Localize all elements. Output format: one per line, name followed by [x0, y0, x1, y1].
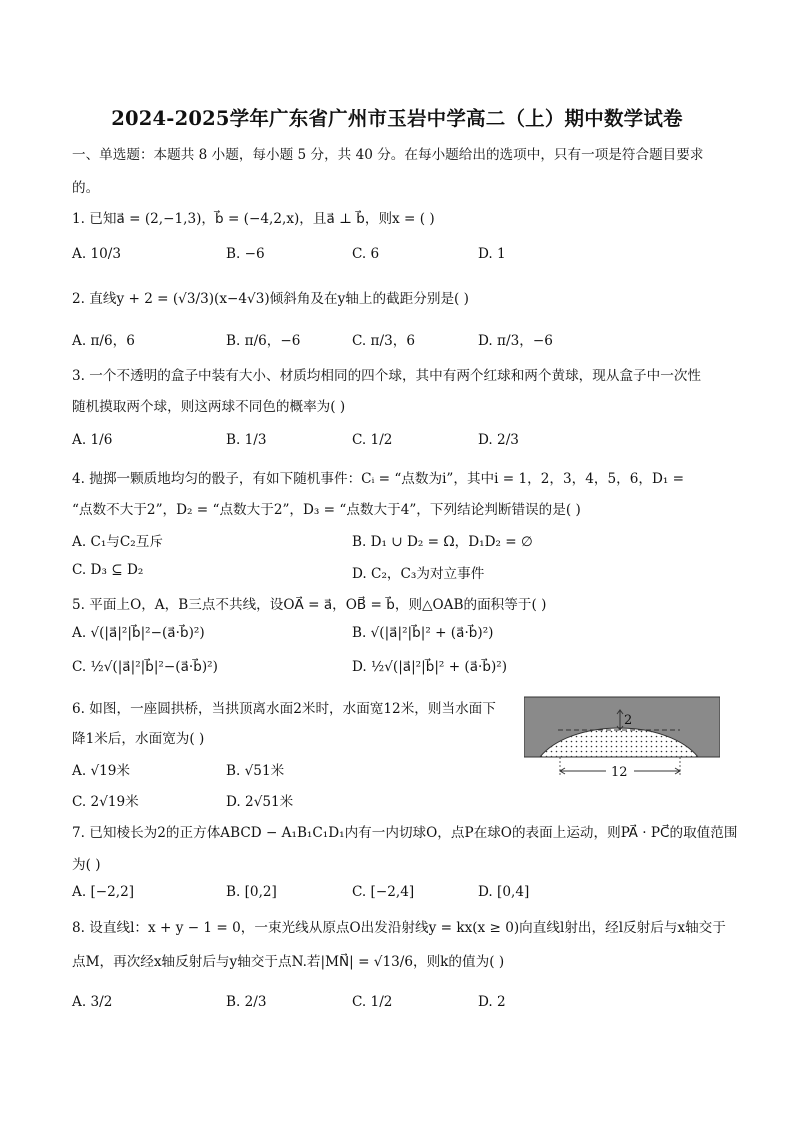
q2-option-d: D. π/3，−6 — [478, 333, 553, 349]
q5-stem: 5. 平面上O，A，B三点不共线，设OA⃗ = a⃗，OB⃗ = b⃗，则△OAB的面积等于( ) — [72, 597, 547, 613]
q3-stem: 3. 一个不透明的盒子中装有大小、材质均相同的四个球，其中有两个红球和两个黄球，现从盒子中一次性 — [72, 368, 702, 384]
q5-option-d: D. ½√(|a⃗|²|b⃗|² + (a⃗·b⃗)²) — [352, 659, 508, 675]
q2-stem: 2. 直线y + 2 = (√3/3)(x−4√3)倾斜角及在y轴上的截距分别是( ) — [72, 291, 469, 307]
arch-bridge-figure — [524, 694, 720, 782]
q8-option-d: D. 2 — [478, 994, 506, 1010]
q7-option-b: B. [0,2] — [226, 884, 277, 900]
q5-option-a: A. √(|a⃗|²|b⃗|²−(a⃗·b⃗)²) — [72, 625, 205, 641]
q3-option-a: A. 1/6 — [72, 432, 113, 448]
q8-stem-cont: 点M，再次经x轴反射后与y轴交于点N.若|MN⃗| = √13/6，则k的值为( ) — [72, 954, 505, 970]
q7-stem-cont: 为( ) — [72, 857, 101, 873]
q4-option-c: C. D₃ ⊆ D₂ — [72, 562, 144, 578]
section-heading: 一、单选题：本题共 8 小题，每小题 5 分，共 40 分。在每小题给出的选项中，只有一项是符合题目要求 — [72, 147, 704, 163]
width-label: 12 — [611, 765, 628, 780]
q6-option-b: B. √51米 — [226, 763, 285, 779]
q3-option-b: B. 1/3 — [226, 432, 267, 448]
q6-stem: 6. 如图，一座圆拱桥，当拱顶离水面2米时，水面宽12米，则当水面下 — [72, 701, 496, 717]
height-label: 2 — [624, 713, 633, 728]
q4-stem-cont: “点数不大于2”，D₂ = “点数大于2”，D₃ = “点数大于4”，下列结论判断错误的是( ) — [72, 502, 581, 518]
q5-option-b: B. √(|a⃗|²|b⃗|² + (a⃗·b⃗)²) — [352, 625, 494, 641]
q4-option-b: B. D₁ ∪ D₂ = Ω，D₁D₂ = ∅ — [352, 534, 533, 550]
q3-stem-cont: 随机摸取两个球，则这两球不同色的概率为( ) — [72, 399, 346, 415]
q5-option-c: C. ½√(|a⃗|²|b⃗|²−(a⃗·b⃗)²) — [72, 659, 218, 675]
q4-option-d: D. C₂，C₃为对立事件 — [352, 566, 485, 582]
q6-stem-cont: 降1米后，水面宽为( ) — [72, 731, 205, 747]
q8-option-b: B. 2/3 — [226, 994, 267, 1010]
q2-option-b: B. π/6，−6 — [226, 333, 301, 349]
section-heading-cont: 的。 — [72, 180, 100, 196]
q1-option-a: A. 10/3 — [72, 246, 121, 262]
q7-stem: 7. 已知棱长为2的正方体ABCD − A₁B₁C₁D₁内有一内切球O，点P在球O的表面上运动，则PA⃗ · PC⃗的取值范围 — [72, 825, 738, 841]
q4-stem: 4. 抛掷一颗质地均匀的骰子，有如下随机事件：Cᵢ = “点数为i”，其中i = 1，2，3，4，5，6，D₁ = — [72, 471, 685, 487]
q6-option-d: D. 2√51米 — [226, 794, 294, 810]
q4-option-a: A. C₁与C₂互斥 — [72, 534, 163, 550]
q8-option-c: C. 1/2 — [352, 994, 393, 1010]
q8-option-a: A. 3/2 — [72, 994, 113, 1010]
q6-option-c: C. 2√19米 — [72, 794, 139, 810]
q1-option-c: C. 6 — [352, 246, 380, 262]
q1-option-b: B. −6 — [226, 246, 265, 262]
q3-option-c: C. 1/2 — [352, 432, 393, 448]
q1-option-d: D. 1 — [478, 246, 506, 262]
q8-stem: 8. 设直线l：x + y − 1 = 0，一束光线从原点O出发沿射线y = kx(x ≥ 0)向直线l射出，经l反射后与x轴交于 — [72, 920, 726, 936]
page-title: 2024-2025学年广东省广州市玉岩中学高二（上）期中数学试卷 — [111, 107, 683, 130]
q3-option-d: D. 2/3 — [478, 432, 519, 448]
q1-stem: 1. 已知a⃗ = (2,−1,3)，b⃗ = (−4,2,x)，且a⃗ ⊥ b⃗，则x = ( ) — [72, 211, 435, 227]
q7-option-d: D. [0,4] — [478, 884, 530, 900]
q7-option-a: A. [−2,2] — [72, 884, 135, 900]
q2-option-c: C. π/3，6 — [352, 333, 415, 349]
q7-option-c: C. [−2,4] — [352, 884, 415, 900]
q6-option-a: A. √19米 — [72, 763, 131, 779]
q2-option-a: A. π/6，6 — [72, 333, 135, 349]
